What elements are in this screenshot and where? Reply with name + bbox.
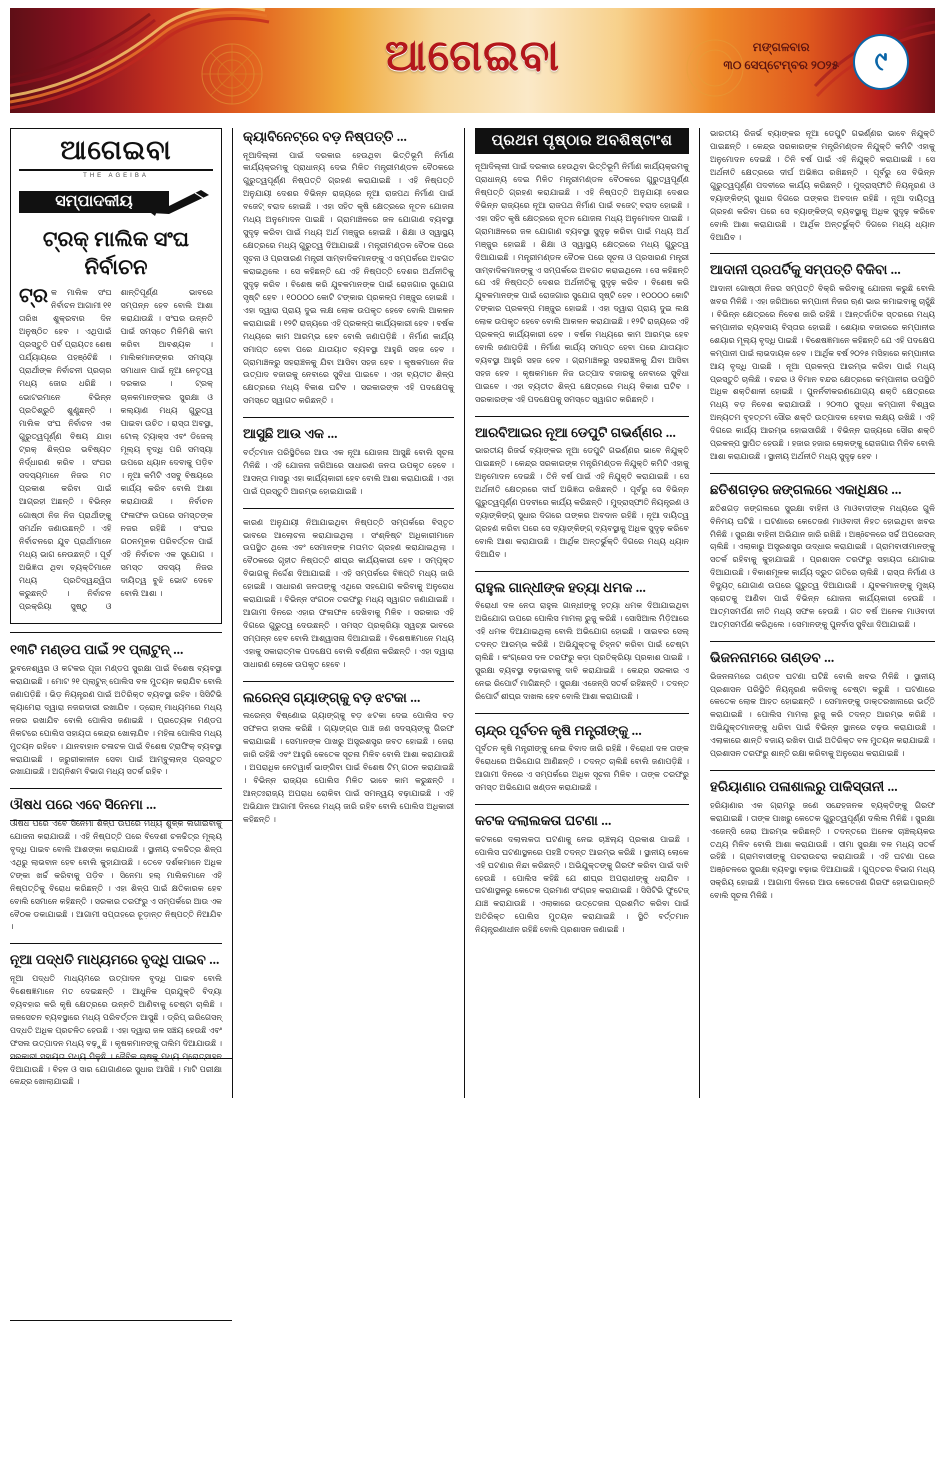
- editorial-dropcap: ଟ୍ର: [19, 284, 49, 307]
- article-rbi-deputy[interactable]: [475, 424, 689, 562]
- article-krushi-mantri[interactable]: [475, 722, 689, 795]
- article-headline: କ୍ୟାବିନେଟ୍‌ରେ ବଡ଼ ନିଷ୍ପତ୍ତି ...: [243, 129, 407, 144]
- divider: [710, 473, 935, 474]
- article-body: ଛତିଶଗଡ଼ ଜଙ୍ଗଲରେ ସୁରକ୍ଷା ବାହିନୀ ଓ ମାଓବାଦୀଙ୍କ ମଧ୍ୟରେ ଗୁଳି ବିନିମୟ ଘଟିଛି । ଘଟଣାରେ କେତେଜଣ ମାଓବାଦୀ ନିହତ ହୋଇଥିବା ଖବର ମିଳିଛି । ସୁରକ୍ଷା ବାହିନୀ ଅଭିଯାନ ଜାରି ରଖିଛି । ଅଞ୍ôଚଳରେ ସର୍ଚ୍ଚ ଅପରେସନ୍ ଚାଲିଛି । ଏଲାକାରୁ ଅସ୍ତ୍ରଶସ୍ତ୍ର ଉଦ୍ଧାର କରାଯାଇଛି । ଗ୍ରାମବାସୀମାନଙ୍କୁ ସତର୍କ ରହିବାକୁ କୁହାଯାଇଛି । ପ୍ରଶାସନ ତରଫରୁ ସହାୟତା ଯୋଗାଇ ଦିଆଯାଉଛି । ବିକାଶମୂଳକ କାର୍ଯ୍ୟ ଦ୍ରୁତ ଗତିରେ ଚାଲିଛି । ରାସ୍ତା ନିର୍ମାଣ ଓ ବିଦ୍ୟୁତ୍ ଯୋଗାଣ ଉପରେ ଗୁରୁତ୍ୱ ଦିଆଯାଉଛି । ଯୁବକମାନଙ୍କୁ ମୁଖ୍ୟ ସ୍ରୋତକୁ ଆଣିବା ପାଇଁ ବିଭିନ୍ନ ଯୋଜନା କାର୍ଯ୍ୟକାରୀ ହେଉଛି । ଆତ୍ମସମର୍ପଣ ନୀତି ମଧ୍ୟ ସଫଳ ହେଉଛି । ଗତ ବର୍ଷ ଅନେକ ମାଓବାଦୀ ଆତ୍ମସମର୍ପଣ କରିଥିଲେ । ସେମାନଙ୍କୁ ପୁନର୍ବାସ ସୁବିଧା ଦିଆଯାଇଛି ।: [710, 503, 935, 630]
- issue-date-text: ୩୦ ସେପ୍ଟେମ୍ବର ୨୦୨୫: [723, 58, 839, 72]
- article-kapi-netre[interactable]: [243, 128, 454, 408]
- divider: [710, 641, 935, 642]
- article-headline: ଆଦାନୀ ପ୍ରପର୍ଟିକୁ ସମ୍ପତ୍ତି ବିକିବା ...: [710, 262, 901, 278]
- article-body: ଭାରତୀୟ ରିଜର୍ଭ ବ୍ୟାଙ୍କର ନୂଆ ଡେପୁଟି ଗଭର୍ଣ୍ଣର ଭାବେ ନିଯୁକ୍ତି ପାଇଛନ୍ତି । କେନ୍ଦ୍ର ସରକାରଙ୍କ ମନ୍ତ୍ରିମଣ୍ଡଳ ନିଯୁକ୍ତି କମିଟି ଏହାକୁ ଅନୁମୋଦନ ଦେଇଛି । ତିନି ବର୍ଷ ପାଇଁ ଏହି ନିଯୁକ୍ତି କରାଯାଇଛି । ସେ ଅର୍ଥନୀତି କ୍ଷେତ୍ରରେ ଦୀର୍ଘ ଅଭିଜ୍ଞତା ରଖିଛନ୍ତି । ପୂର୍ବରୁ ସେ ବିଭିନ୍ନ ଗୁରୁତ୍ୱପୂର୍ଣ୍ଣ ପଦବୀରେ କାର୍ଯ୍ୟ କରିଛନ୍ତି । ମୁଦ୍ରାସ୍ଫୀତି ନିୟନ୍ତ୍ରଣ ଓ ବ୍ୟାଙ୍କିଙ୍ଗ୍ ସୁଧାର ଦିଗରେ ତାଙ୍କର ଅବଦାନ ରହିଛି । ନୂଆ ଦାୟିତ୍ୱ ଗ୍ରହଣ କରିବା ପରେ ସେ ବ୍ୟାଙ୍କିଙ୍ଗ୍ ବ୍ୟବସ୍ଥାକୁ ଅଧିକ ସୁଦୃଢ଼ କରିବେ ବୋଲି ଆଶା କରାଯାଉଛି । ଆର୍ଥିକ ଅନ୍ତର୍ଭୁକ୍ତି ଦିଗରେ ମଧ୍ୟ ଧ୍ୟାନ ଦିଆଯିବ ।: [475, 446, 689, 559]
- divider: [710, 253, 935, 254]
- divider: [10, 943, 222, 944]
- issue-date: [723, 38, 839, 74]
- editorial-title-line2: ନିର୍ବାଚନ: [84, 255, 148, 280]
- article-headline: ଭିଜନନାମରେ ତାଣ୍ଡବ ...: [710, 650, 835, 666]
- section-divider: [10, 1320, 232, 1321]
- article-body: ଆଦାନୀ ଗୋଷ୍ଠୀ ନିଜର ସମ୍ପତ୍ତି ବିକ୍ରି କରିବାକୁ ଯୋଜନା କରୁଛି ବୋଲି ଖବର ମିଳିଛି । ଏହା ଜରିଆରେ କମ୍ପାନୀ ନିଜର ଋଣ ଭାର କମାଇବାକୁ ଚାହୁଁଛି । ବିଭିନ୍ନ କ୍ଷେତ୍ରରେ ନିବେଶ ଜାରି ରହିଛି । ଆନ୍ତର୍ଜାତିକ ସ୍ତରରେ ମଧ୍ୟ କମ୍ପାନୀର ବ୍ୟବସାୟ ବିସ୍ତାର ହୋଇଛି । ଶେୟାର ବଜାରରେ କମ୍ପାନୀର ଶେୟାର ମୂଲ୍ୟ ବୃଦ୍ଧି ପାଇଛି । ବିଶେଷଜ୍ଞମାନେ କହିଛନ୍ତି ଯେ ଏହି ପଦକ୍ଷେପ କମ୍ପାନୀ ପାଇଁ ଲାଭଦାୟକ ହେବ । ଆର୍ଥିକ ବର୍ଷ ୨୦୨୫ ମସିହାରେ କମ୍ପାନୀର ଆୟ ବୃଦ୍ଧି ପାଇଛି । ନୂଆ ପ୍ରକଳ୍ପ ଆରମ୍ଭ କରିବା ପାଇଁ ମଧ୍ୟ ପ୍ରସ୍ତୁତି ଚାଲିଛି । ବନ୍ଦର ଓ ବିମାନ ବନ୍ଦର କ୍ଷେତ୍ରରେ କମ୍ପାନୀର ଉପସ୍ଥିତି ଅଧିକ ଶକ୍ତିଶାଳୀ ହୋଇଛି । ପୁନର୍ନବୀକରଣଯୋଗ୍ୟ ଶକ୍ତି କ୍ଷେତ୍ରରେ ମଧ୍ୟ ବଡ଼ ନିବେଶ କରାଯାଉଛି । ୨୦୩୦ ସୁଦ୍ଧା କମ୍ପାନୀ ବିଶ୍ୱର ଅନ୍ୟତମ ବୃହତ୍ତମ ସୌର ଶକ୍ତି ଉତ୍ପାଦକ ହେବାର ଲକ୍ଷ୍ୟ ରଖିଛି । ଏହି ଦିଗରେ କାର୍ଯ୍ୟ ଆରମ୍ଭ ହୋଇସାରିଛି । ବିଭିନ୍ନ ରାଜ୍ୟରେ ସୌର ଶକ୍ତି ପ୍ରକଳ୍ପ ସ୍ଥାପିତ ହେଉଛି । ହଜାର ହଜାର ଲୋକଙ୍କୁ ରୋଜଗାର ମିଳିବ ବୋଲି ଆଶା କରାଯାଉଛି । ସ୍ଥାନୀୟ ଅର୍ଥନୀତି ମଧ୍ୟ ସୁଦୃଢ଼ ହେବ ।: [710, 283, 935, 462]
- article-body: ବର୍ତ୍ତମାନ ପରିସ୍ଥିତିରେ ଆଉ ଏକ ନୂଆ ଯୋଜନା ଆସୁଛି ବୋଲି ସୂଚନା ମିଳିଛି । ଏହି ଯୋଜନା ଜରିଆରେ ସାଧାରଣ ଜନତା ଉପକୃତ ହେବେ । ଆସନ୍ତା ମାସରୁ ଏହା କାର୍ଯ୍ୟକାରୀ ହେବ ବୋଲି ଆଶା କରାଯାଉଛି । ଏହା ପାଇଁ ପ୍ରସ୍ତୁତି ଆରମ୍ଭ ହୋଇଯାଇଛି ।: [243, 447, 454, 496]
- article-headline: ନୂଆ ପଦ୍ଧତି ମାଧ୍ୟମରେ ବୃଦ୍ଧି ପାଇବ ...: [10, 952, 220, 968]
- article-chhattisgarh[interactable]: [710, 481, 935, 632]
- article-body: ଔଷଧ ପରେ ଏବେ ସିନେମା ଶିଳ୍ପ ଉପରେ ମଧ୍ୟ ଶୁଳ୍କ ଲଗାଇବାକୁ ଯୋଜନା କରାଯାଉଛି । ଏହି ନିଷ୍ପତ୍ତି ପରେ ବିଦେଶୀ ଚଳଚ୍ଚିତ୍ର ମୂଲ୍ୟ ବୃଦ୍ଧି ପାଇବ ବୋଲି ଆଶଙ୍କା କରାଯାଉଛି । ସ୍ଥାନୀୟ ଚଳଚ୍ଚିତ୍ର ଶିଳ୍ପ ଏଥିରୁ ଲାଭବାନ ହେବ ବୋଲି କୁହାଯାଉଛି । ତେବେ ଦର୍ଶକମାନେ ଅଧିକ ଟଙ୍କା ଖର୍ଚ୍ଚ କରିବାକୁ ପଡ଼ିବ । ସିନେମା ହଲ୍ ମାଲିକମାନେ ଏହି ନିଷ୍ପତ୍ତିକୁ ବିରୋଧ କରିଛନ୍ତି । ଏହା ଶିଳ୍ପ ପାଇଁ କ୍ଷତିକାରକ ହେବ ବୋଲି ସେମାନେ କହିଛନ୍ତି । ସରକାର ତରଫରୁ ଏ ସମ୍ପର୍କରେ ଆଉ ଏକ ବୈଠକ ଡକାଯାଇଛି । ଆଗାମୀ ସପ୍ତାହରେ ଚୂଡ଼ାନ୍ତ ନିଷ୍ପତ୍ତି ନିଆଯିବ ।: [10, 818, 222, 932]
- article-asuchi-aau[interactable]: [243, 425, 454, 498]
- divider: [243, 508, 454, 509]
- editorial-band-label: ସମ୍ପାଦକୀୟ: [19, 191, 169, 213]
- article-ousadha[interactable]: [10, 796, 222, 934]
- section-divider: [10, 1058, 232, 1059]
- article-body: ବିରୋଧୀ ଦଳ ନେତା ରାହୁଲ ଗାନ୍ଧୀଙ୍କୁ ହତ୍ୟା ଧମକ ଦିଆଯାଇଥିବା ଅଭିଯୋଗ ଉପରେ ପୋଲିସ ମାମଲା ରୁଜୁ କରିଛି । ସୋସିଆଲ ମିଡ଼ିଆରେ ଏହି ଧମକ ଦିଆଯାଇଥିଲା ବୋଲି ଅଭିଯୋଗ ହୋଇଛି । ସାଇବର ସେଲ୍ ତଦନ୍ତ ଆରମ୍ଭ କରିଛି । ଅଭିଯୁକ୍ତକୁ ଚିହ୍ନଟ କରିବା ପାଇଁ ଚେଷ୍ଟା ଚାଲିଛି । କଂଗ୍ରେସ ଦଳ ତରଫରୁ କଡ଼ା ପ୍ରତିକ୍ରିୟା ପ୍ରକାଶ ପାଇଛି । ସୁରକ୍ଷା ବ୍ୟବସ୍ଥା ବଢ଼ାଇବାକୁ ଦାବି କରାଯାଇଛି । କେନ୍ଦ୍ର ସରକାର ଏ ନେଇ ରିପୋର୍ଟ ମାଗିଛନ୍ତି । ସୁରକ୍ଷା ଏଜେନ୍ସି ସତର୍କ ରହିଛନ୍ତି । ତଦନ୍ତ ରିପୋର୍ଟ ଶୀଘ୍ର ଦାଖଲ ହେବ ବୋଲି ଆଶା କରାଯାଉଛି ।: [475, 601, 689, 701]
- article-body: ନୂଆଦିଲ୍ଲୀ ପାଇଁ ଦରକାର ହେଉଥିବା ଭିତ୍ତିଭୂମି ନିର୍ମାଣ କାର୍ଯ୍ୟକ୍ରମକୁ ପ୍ରାଧାନ୍ୟ ଦେଇ ମିଳିତ ମନ୍ତ୍ରୀମଣ୍ଡଳ ବୈଠକରେ ଗୁରୁତ୍ୱପୂର୍ଣ୍ଣ ନିଷ୍ପତ୍ତି ଗ୍ରହଣ କରାଯାଇଛି । ଏହି ନିଷ୍ପତ୍ତି ଅନୁଯାୟୀ ଦେଶର ବିଭିନ୍ନ ରାଜ୍ୟରେ ନୂଆ ରାଜପଥ ନିର୍ମାଣ ପାଇଁ ବଜେଟ୍ ବରାଦ ହୋଇଛି । ଏହା ସହିତ କୃଷି କ୍ଷେତ୍ରରେ ନୂତନ ଯୋଜନା ମଧ୍ୟ ଅନୁମୋଦନ ପାଇଛି । ଗ୍ରାମାଞ୍ଚଳରେ ଜଳ ଯୋଗାଣ ବ୍ୟବସ୍ଥା ସୁଦୃଢ଼ କରିବା ପାଇଁ ମଧ୍ୟ ଅର୍ଥ ମଞ୍ଜୁର ହୋଇଛି । ଶିକ୍ଷା ଓ ସ୍ୱାସ୍ଥ୍ୟ କ୍ଷେତ୍ରରେ ମଧ୍ୟ ଗୁରୁତ୍ୱ ଦିଆଯାଇଛି । ମନ୍ତ୍ରୀମଣ୍ଡଳ ବୈଠକ ପରେ ସୂଚନା ଓ ପ୍ରସାରଣ ମନ୍ତ୍ରୀ ସାମ୍ବାଦିକମାନଙ୍କୁ ଏ ସମ୍ପର୍କରେ ଅବଗତ କରାଇଥିଲେ । ସେ କହିଛନ୍ତି ଯେ ଏହି ନିଷ୍ପତ୍ତି ଦେଶର ଅର୍ଥନୀତିକୁ ସୁଦୃଢ଼ କରିବ । ବିଶେଷ କରି ଯୁବକମାନଙ୍କ ପାଇଁ ରୋଜଗାର ସୁଯୋଗ ସୃଷ୍ଟି ହେବ । ୧୦୦୦୦ କୋଟି ଟଙ୍କାର ପ୍ରକଳ୍ପ ମଞ୍ଜୁର ହୋଇଛି । ଏହା ଦ୍ୱାରା ପ୍ରାୟ ଦୁଇ ଲକ୍ଷ ଲୋକ ଉପକୃତ ହେବେ ବୋଲି ଆକଳନ କରାଯାଇଛି । ୧୨ଟି ରାଜ୍ୟରେ ଏହି ପ୍ରକଳ୍ପ କାର୍ଯ୍ୟକାରୀ ହେବ । ବର୍ଷକ ମଧ୍ୟରେ କାମ ଆରମ୍ଭ ହେବ ବୋଲି ଜଣାପଡ଼ିଛି । ନିର୍ମାଣ କାର୍ଯ୍ୟ ସମାପ୍ତ ହେବା ପରେ ଯାତାୟାତ ବ୍ୟବସ୍ଥା ଆହୁରି ସହଜ ହେବ । ଗ୍ରାମାଞ୍ଚଳରୁ ସହରାଞ୍ଚଳକୁ ଯିବା ଆସିବା ସହଜ ହେବ । କୃଷକମାନେ ନିଜ ଉତ୍ପାଦ ବଜାରକୁ ନେବାରେ ସୁବିଧା ପାଇବେ । ଏହା ବ୍ୟତୀତ ଶିଳ୍ପ କ୍ଷେତ୍ରରେ ମଧ୍ୟ ବିକାଶ ଘଟିବ । ସରକାରଙ୍କ ଏହି ପଦକ୍ଷେପକୁ ସମସ୍ତେ ସ୍ୱାଗତ କରିଛନ୍ତି ।: [243, 150, 454, 406]
- fountain-pen-icon: [149, 187, 213, 217]
- article-bhaiyan[interactable]: [710, 649, 935, 761]
- editorial-logo: ଆଗେଇବା: [19, 135, 213, 171]
- column-4: [699, 128, 935, 1098]
- section-divider: [10, 820, 232, 821]
- article-body: ଭାରତୀୟ ରିଜର୍ଭ ବ୍ୟାଙ୍କର ନୂଆ ଡେପୁଟି ଗଭର୍ଣ୍ଣର ଭାବେ ନିଯୁକ୍ତି ପାଇଛନ୍ତି । କେନ୍ଦ୍ର ସରକାରଙ୍କ ମନ୍ତ୍ରିମଣ୍ଡଳ ନିଯୁକ୍ତି କମିଟି ଏହାକୁ ଅନୁମୋଦନ ଦେଇଛି । ତିନି ବର୍ଷ ପାଇଁ ଏହି ନିଯୁକ୍ତି କରାଯାଇଛି । ସେ ଅର୍ଥନୀତି କ୍ଷେତ୍ରରେ ଦୀର୍ଘ ଅଭିଜ୍ଞତା ରଖିଛନ୍ତି । ପୂର୍ବରୁ ସେ ବିଭିନ୍ନ ଗୁରୁତ୍ୱପୂର୍ଣ୍ଣ ପଦବୀରେ କାର୍ଯ୍ୟ କରିଛନ୍ତି । ମୁଦ୍ରାସ୍ଫୀତି ନିୟନ୍ତ୍ରଣ ଓ ବ୍ୟାଙ୍କିଙ୍ଗ୍ ସୁଧାର ଦିଗରେ ତାଙ୍କର ଅବଦାନ ରହିଛି । ନୂଆ ଦାୟିତ୍ୱ ଗ୍ରହଣ କରିବା ପରେ ସେ ବ୍ୟାଙ୍କିଙ୍ଗ୍ ବ୍ୟବସ୍ଥାକୁ ଅଧିକ ସୁଦୃଢ଼ କରିବେ ବୋଲି ଆଶା କରାଯାଉଛି । ଆର୍ଥିକ ଅନ୍ତର୍ଭୁକ୍ତି ଦିଗରେ ମଧ୍ୟ ଧ୍ୟାନ ଦିଆଯିବ ।: [710, 129, 935, 242]
- article-nua-pankti[interactable]: [10, 951, 222, 1089]
- article-haryana[interactable]: [710, 778, 935, 903]
- divider: [475, 713, 689, 714]
- article-body: ନୂଆ ପଦ୍ଧତି ମାଧ୍ୟମରେ ଉତ୍ପାଦନ ବୃଦ୍ଧି ପାଇବ ବୋଲି ବିଶେଷଜ୍ଞମାନେ ମତ ଦେଇଛନ୍ତି । ଆଧୁନିକ ପ୍ରଯୁକ୍ତି ବିଦ୍ୟା ବ୍ୟବହାର କରି କୃଷି କ୍ଷେତ୍ରରେ ଉନ୍ନତି ଆଣିବାକୁ ଚେଷ୍ଟା ଚାଲିଛି । ଜଳସେଚନ ବ୍ୟବସ୍ଥାରେ ମଧ୍ୟ ପରିବର୍ତ୍ତନ ଆସୁଛି । ଡ୍ରିପ୍ ଇରିଗେସନ୍ ପଦ୍ଧତି ଅଧିକ ପ୍ରଚଳିତ ହେଉଛି । ଏହା ଦ୍ୱାରା ଜଳ ସଞ୍ଚୟ ହେଉଛି ଏବଂ ଫସଲ ଉତ୍ପାଦନ ମଧ୍ୟ ବଢ଼ୁଛି । କୃଷକମାନଙ୍କୁ ତାଲିମ ଦିଆଯାଉଛି । ସରକାରୀ ସହାୟତା ମଧ୍ୟ ମିଳୁଛି । ଜୈବିକ ଚାଷକୁ ମଧ୍ୟ ପ୍ରୋତ୍ସାହନ ଦିଆଯାଉଛି । ବିହନ ଓ ସାର ଯୋଗାଣରେ ସୁଧାର ଆସିଛି । ମାଟି ପରୀକ୍ଷା କେନ୍ଦ୍ର ଖୋଲାଯାଇଛି ।: [10, 973, 222, 1087]
- page-number-badge: [853, 34, 909, 90]
- article-headline: ରାହୁଲ ଗାନ୍ଧୀଙ୍କ ହତ୍ୟା ଧମକ ...: [475, 579, 646, 595]
- divider: [243, 417, 454, 418]
- article-adani[interactable]: [710, 261, 935, 464]
- editorial-band: [19, 187, 213, 217]
- article-headline: ଆସୁଛି ଆଉ ଏକ ...: [243, 426, 338, 442]
- article-top-continuation[interactable]: [710, 128, 935, 244]
- column-2: [232, 128, 464, 1098]
- section-banner: ପ୍ରଥମ ପୃଷ୍ଠାର ଅବଶିଷ୍ଟାଂଶ: [475, 128, 689, 154]
- article-body: ଭୁବନେଶ୍ୱର ଓ କଟକର ପୂଜା ମଣ୍ଡପ ସୁରକ୍ଷା ପାଇଁ ବିଶେଷ ବ୍ୟବସ୍ଥା କରାଯାଇଛି । ମୋଟ ୨୧ ପ୍ଲାଟୁନ୍ ପୋଲିସ ବଳ ମୁତୟନ କରାଯିବ ବୋଲି ଜଣାପଡ଼ିଛି । ଭିଡ଼ ନିୟନ୍ତ୍ରଣ ପାଇଁ ଅତିରିକ୍ତ ବ୍ୟବସ୍ଥା ରହିବ । ସିସିଟିଭି କ୍ୟାମେରା ଦ୍ୱାରା ନଜରଦାରୀ ରଖାଯିବ । ଡ୍ରୋନ୍ ମାଧ୍ୟମରେ ମଧ୍ୟ ନଜର ରଖାଯିବ ବୋଲି ପୋଲିସ ଜଣାଇଛି । ପ୍ରତ୍ୟେକ ମଣ୍ଡପ ନିକଟରେ ପୋଲିସ ସହାୟତା କେନ୍ଦ୍ର ଖୋଲାଯିବ । ମହିଳା ପୋଲିସ ମଧ୍ୟ ମୁତୟନ ରହିବେ । ଯାନବାହାନ ଚଳାଚଳ ପାଇଁ ବିଶେଷ ଟ୍ରାଫିକ୍ ବ୍ୟବସ୍ଥା କରାଯାଇଛି । ଜରୁରୀକାଳୀନ ସେବା ପାଇଁ ଆମ୍ବୁଲାନ୍ସ ପ୍ରସ୍ତୁତ ରଖାଯାଇଛି । ଅଗ୍ନିଶମ ବିଭାଗ ମଧ୍ୟ ସତର୍କ ରହିବ ।: [10, 663, 222, 777]
- article-col2-continuation[interactable]: [243, 517, 454, 672]
- article-lorenz[interactable]: [243, 689, 454, 827]
- article-headline: ଛତିଶଗଡ଼ର ଜଙ୍ଗଲରେ ଏକାଧିକ୍ଷର ...: [710, 482, 902, 498]
- article-front-page-continuation[interactable]: [475, 161, 689, 407]
- editorial-body-text: କ ମାଲିକ ସଂଘ ନିର୍ବାଚନ ଆଗାମୀ ୧୧ ତାରିଖ ଶୁକ୍ରବାର ଦିନ ଅନୁଷ୍ଠିତ ହେବ । ଏଥିପାଇଁ ପ୍ରସ୍ତୁତି ପର୍ବ ପ୍ରାୟତଃ ଶେଷ ପର୍ଯ୍ୟାୟରେ ପହଞ୍ôଚିଛି । ପ୍ରାର୍ଥୀଙ୍କ ନିର୍ବାଚନୀ ପ୍ରଚାର ମଧ୍ୟ ଜୋର ଧରିଛି । ଭୋଟରମାନେ ବିଭିନ୍ନ ପ୍ରତିଶ୍ରୁତି ଶୁଣୁଛନ୍ତି । ମାଲିକ ସଂଘ ନିର୍ବାଚନ ଏକ ଗୁରୁତ୍ୱପୂର୍ଣ୍ଣ ବିଷୟ ଯାହା ଟ୍ରକ୍ ଶିଳ୍ପର ଭବିଷ୍ୟତ ନିର୍ଦ୍ଧାରଣ କରିବ । ସଂଘର ସଦସ୍ୟମାନେ ନିଜର ମତ ପ୍ରକାଶ କରିବା ପାଇଁ ଆଗ୍ରହୀ ଅଛନ୍ତି । ବିଭିନ୍ନ ଗୋଷ୍ଠୀ ନିଜ ନିଜ ପ୍ରାର୍ଥୀଙ୍କୁ ସମର୍ଥନ ଜଣାଉଛନ୍ତି । ଏହି ନିର୍ବାଚନରେ ଯୁବ ପ୍ରାର୍ଥୀମାନେ ମଧ୍ୟ ଭାଗ ନେଉଛନ୍ତି । ପୂର୍ବ ଅଭିଜ୍ଞତା ଥିବା ବ୍ୟକ୍ତିମାନେ ମଧ୍ୟ ପ୍ରତିଦ୍ୱନ୍ଦ୍ୱିତା କରୁଛନ୍ତି । ନିର୍ବାଚନ ପ୍ରକ୍ରିୟା ସୁଷ୍ଠୁ ଓ ଶାନ୍ତିପୂର୍ଣ୍ଣ ଭାବରେ ସମ୍ପନ୍ନ ହେବ ବୋଲି ଆଶା କରାଯାଉଛି । ସଂଘର ଉନ୍ନତି ପାଇଁ ସମସ୍ତେ ମିଳିମିଶି କାମ କରିବା ଆବଶ୍ୟକ । ମାଲିକମାନଙ୍କର ସମସ୍ୟା ସମାଧାନ ପାଇଁ ନୂଆ ନେତୃତ୍ୱ ଦରକାର । ଟ୍ରକ୍ ଚାଳକମାନଙ୍କର ସୁରକ୍ଷା ଓ କଲ୍ୟାଣ ମଧ୍ୟ ଗୁରୁତ୍ୱ ପାଇବା ଉଚିତ । ରାସ୍ତା ଅବସ୍ଥା, ଟୋଲ୍ ଟ୍ୟାକ୍ସ ଏବଂ ଡିଜେଲ୍ ମୂଲ୍ୟ ବୃଦ୍ଧି ପରି ସମସ୍ୟା ଉପରେ ଧ୍ୟାନ ଦେବାକୁ ପଡ଼ିବ । ନୂଆ କମିଟି ଏସବୁ ବିଷୟରେ କାର୍ଯ୍ୟ କରିବ ବୋଲି ଆଶା କରାଯାଉଛି । ନିର୍ବାଚନ ଫଳାଫଳ ଉପରେ ସମସ୍ତଙ୍କ ନଜର ରହିଛି । ସଂଘର ଗଠନମୂଳକ ପରିବର୍ତ୍ତନ ପାଇଁ ଏହି ନିର୍ବାଚନ ଏକ ସୁଯୋଗ । ସମସ୍ତ ସଦସ୍ୟ ନିଜର ଦାୟିତ୍ୱ ବୁଝି ଭୋଟ ଦେବେ ବୋଲି ଆଶା ।: [19, 287, 213, 612]
- article-headline: ହରିୟାଣାର ପଳାଶାଲରୁ ପାକିସ୍ତାନୀ ...: [710, 779, 898, 795]
- divider: [475, 416, 689, 417]
- article-headline: ଆରବିଆଇର ନୂଆ ଡେପୁଟି ଗଭର୍ଣ୍ଣର ...: [475, 424, 676, 440]
- article-body: ପୂର୍ବତନ କୃଷି ମନ୍ତ୍ରୀଙ୍କୁ ନେଇ ବିବାଦ ଜାରି ରହିଛି । ବିରୋଧୀ ଦଳ ତାଙ୍କ ବିରୋଧରେ ଅଭିଯୋଗ ଆଣିଛନ୍ତି । ତଦନ୍ତ ଚାଲିଛି ବୋଲି ଜଣାପଡ଼ିଛି । ଆଗାମୀ ଦିନରେ ଏ ସମ୍ପର୍କରେ ଅଧିକ ସୂଚନା ମିଳିବ । ତାଙ୍କ ତରଫରୁ ସମସ୍ତ ଅଭିଯୋଗ ଖଣ୍ଡନ କରାଯାଇଛି ।: [475, 744, 689, 793]
- newspaper-page: [0, 8, 945, 1458]
- article-mandap-pala[interactable]: [10, 641, 222, 779]
- divider: [710, 770, 935, 771]
- editorial-title: [19, 225, 213, 282]
- article-body: ହରିୟାଣାର ଏକ ଗ୍ରାମରୁ ଜଣେ ସନ୍ଦେହଜନକ ବ୍ୟକ୍ତିଙ୍କୁ ଗିରଫ କରାଯାଇଛି । ତାଙ୍କ ପାଖରୁ କେତେକ ଗୁରୁତ୍ୱପୂର୍ଣ୍ଣ ଦଲିଲ ମିଳିଛି । ସୁରକ୍ଷା ଏଜେନ୍ସି ଜେରା ଆରମ୍ଭ କରିଛନ୍ତି । ତଦନ୍ତରେ ଅନେକ ଚାଞ୍ଚଲ୍ୟକର ତଥ୍ୟ ମିଳିବ ବୋଲି ଆଶା କରାଯାଉଛି । ସୀମା ସୁରକ୍ଷା ବଳ ମଧ୍ୟ ସତର୍କ ରହିଛି । ଗ୍ରାମବାସୀଙ୍କୁ ପଚରାଉଚରା କରାଯାଉଛି । ଏହି ଘଟଣା ପରେ ଅଞ୍ôଚଳରେ ସୁରକ୍ଷା ବ୍ୟବସ୍ଥା ବଢ଼ାଇ ଦିଆଯାଇଛି । ଗୁପ୍ତଚର ବିଭାଗ ମଧ୍ୟ ସକ୍ରିୟ ହୋଇଛି । ଆଗାମୀ ଦିନରେ ଆଉ କେତେଜଣ ଗିରଫ ହୋଇପାରନ୍ତି ବୋଲି ସୂଚନା ମିଳିଛି ।: [710, 800, 935, 901]
- divider: [475, 804, 689, 805]
- divider: [475, 571, 689, 572]
- article-body: କଟକରେ ଦଲାଲକତା ଘଟଣାକୁ ନେଇ ଚାଞ୍ଚଲ୍ୟ ପ୍ରକାଶ ପାଇଛି । ପୋଲିସ ଘଟଣାସ୍ଥଳରେ ପହଞ୍ଚି ତଦନ୍ତ ଆରମ୍ଭ କରିଛି । ସ୍ଥାନୀୟ ଲୋକେ ଏହି ଘଟଣାର ନିନ୍ଦା କରିଛନ୍ତି । ଅଭିଯୁକ୍ତଙ୍କୁ ଗିରଫ କରିବା ପାଇଁ ଦାବି ହେଉଛି । ପୋଲିସ କହିଛି ଯେ ଶୀଘ୍ର ଅପରାଧୀଙ୍କୁ ଧରାଯିବ । ଘଟଣାସ୍ଥଳରୁ କେତେକ ପ୍ରମାଣ ସଂଗ୍ରହ କରାଯାଇଛି । ସିସିଟିଭି ଫୁଟେଜ୍ ଯାଞ୍ଚ କରାଯାଉଛି । ଏଲାକାରେ ଉତ୍ତେଜନା ପ୍ରଶମିତ କରିବା ପାଇଁ ଅତିରିକ୍ତ ପୋଲିସ ମୁତୟନ କରାଯାଇଛି । ସ୍ଥିତି ବର୍ତ୍ତମାନ ନିୟନ୍ତ୍ରଣାଧୀନ ରହିଛି ବୋଲି ପ୍ରଶାସନ ଜଣାଇଛି ।: [475, 834, 689, 935]
- issue-day: ମଙ୍ଗଳବାର: [752, 40, 810, 54]
- editorial-logo-subtitle: THE AGEIBA: [83, 173, 149, 179]
- editorial-box: [10, 128, 222, 624]
- column-3: [464, 128, 699, 1098]
- article-rahul[interactable]: [475, 579, 689, 704]
- article-headline: କଟକ ଦଲାଲକତା ଘଟଣା ...: [475, 813, 612, 829]
- article-body: ଭିଜନନାମରେ ତାଣ୍ଡବ ଘଟଣା ଘଟିଛି ବୋଲି ଖବର ମିଳିଛି । ସ୍ଥାନୀୟ ପ୍ରଶାସନ ପରିସ୍ଥିତି ନିୟନ୍ତ୍ରଣ କରିବାକୁ ଚେଷ୍ଟା କରୁଛି । ଘଟଣାରେ କେତେକ ଲୋକ ଆହତ ହୋଇଛନ୍ତି । ସେମାନଙ୍କୁ ଡାକ୍ତରଖାନାରେ ଭର୍ତ୍ତି କରାଯାଇଛି । ପୋଲିସ ମାମଲା ରୁଜୁ କରି ତଦନ୍ତ ଆରମ୍ଭ କରିଛି । ଅଭିଯୁକ୍ତମାନଙ୍କୁ ଧରିବା ପାଇଁ ବିଭିନ୍ନ ସ୍ଥାନରେ ଚଢ଼ଉ କରାଯାଉଛି । ଏଲାକାରେ ଶାନ୍ତି ବଜାୟ ରଖିବା ପାଇଁ ଅତିରିକ୍ତ ବଳ ମୁତୟନ କରାଯାଇଛି । ପ୍ରଶାସନ ତରଫରୁ ଶାନ୍ତି ରକ୍ଷା କରିବାକୁ ଅନୁରୋଧ କରାଯାଇଛି ।: [710, 671, 935, 759]
- editorial-title-line1: ଟ୍ରକ୍ ମାଲିକ ସଂଘ: [42, 227, 190, 251]
- article-headline: ଲରେନ୍ସ ଗ୍ୟାଙ୍ଗ୍‌କୁ ବଡ଼ ଝଟକା ...: [243, 689, 421, 705]
- page-content: [10, 128, 935, 1098]
- divider: [10, 788, 222, 789]
- article-body: ଲରେନ୍ସ ବିଷ୍ଣୋଇ ଗ୍ୟାଙ୍ଗ୍‌କୁ ବଡ଼ ଝଟକା ଦେଇ ପୋଲିସ ବଡ଼ ସଫଳତା ହାସଲ କରିଛି । ଗ୍ୟାଙ୍ଗ୍‌ର ପାଞ୍ଚ ଜଣ ସଦସ୍ୟଙ୍କୁ ଗିରଫ କରାଯାଇଛି । ସେମାନଙ୍କ ପାଖରୁ ଅସ୍ତ୍ରଶସ୍ତ୍ର ଜବତ ହୋଇଛି । ଜେରା ଜାରି ରହିଛି ଏବଂ ଆହୁରି କେତେକ ସୂଚନା ମିଳିବ ବୋଲି ଆଶା କରାଯାଉଛି । ଅପରାଧିକ ନେଟୱାର୍କ ଭାଙ୍ଗିବା ପାଇଁ ବିଶେଷ ଟିମ୍ ଗଠନ କରାଯାଇଛି । ବିଭିନ୍ନ ରାଜ୍ୟର ପୋଲିସ ମିଳିତ ଭାବେ କାମ କରୁଛନ୍ତି । ଆନ୍ତଃରାଜ୍ୟ ଅପରାଧ ରୋକିବା ପାଇଁ ସମନ୍ୱୟ ବଢ଼ାଯାଇଛି । ଏହି ଅଭିଯାନ ଆଗାମୀ ଦିନରେ ମଧ୍ୟ ଜାରି ରହିବ ବୋଲି ପୋଲିସ ଅଧିକାରୀ କହିଛନ୍ତି ।: [243, 711, 454, 824]
- column-grid: [10, 128, 935, 1098]
- editorial-body: [19, 286, 213, 614]
- article-headline: ଚାନ୍ଦ୍ର ପୂର୍ବତନ କୃଷି ମନ୍ତ୍ରୀଙ୍କୁ ...: [475, 722, 642, 738]
- article-body: ନୂଆଦିଲ୍ଲୀ ପାଇଁ ଦରକାର ହେଉଥିବା ଭିତ୍ତିଭୂମି ନିର୍ମାଣ କାର୍ଯ୍ୟକ୍ରମକୁ ପ୍ରାଧାନ୍ୟ ଦେଇ ମିଳିତ ମନ୍ତ୍ରୀମଣ୍ଡଳ ବୈଠକରେ ଗୁରୁତ୍ୱପୂର୍ଣ୍ଣ ନିଷ୍ପତ୍ତି ଗ୍ରହଣ କରାଯାଇଛି । ଏହି ନିଷ୍ପତ୍ତି ଅନୁଯାୟୀ ଦେଶର ବିଭିନ୍ନ ରାଜ୍ୟରେ ନୂଆ ରାଜପଥ ନିର୍ମାଣ ପାଇଁ ବଜେଟ୍ ବରାଦ ହୋଇଛି । ଏହା ସହିତ କୃଷି କ୍ଷେତ୍ରରେ ନୂତନ ଯୋଜନା ମଧ୍ୟ ଅନୁମୋଦନ ପାଇଛି । ଗ୍ରାମାଞ୍ଚଳରେ ଜଳ ଯୋଗାଣ ବ୍ୟବସ୍ଥା ସୁଦୃଢ଼ କରିବା ପାଇଁ ମଧ୍ୟ ଅର୍ଥ ମଞ୍ଜୁର ହୋଇଛି । ଶିକ୍ଷା ଓ ସ୍ୱାସ୍ଥ୍ୟ କ୍ଷେତ୍ରରେ ମଧ୍ୟ ଗୁରୁତ୍ୱ ଦିଆଯାଇଛି । ମନ୍ତ୍ରୀମଣ୍ଡଳ ବୈଠକ ପରେ ସୂଚନା ଓ ପ୍ରସାରଣ ମନ୍ତ୍ରୀ ସାମ୍ବାଦିକମାନଙ୍କୁ ଏ ସମ୍ପର୍କରେ ଅବଗତ କରାଇଥିଲେ । ସେ କହିଛନ୍ତି ଯେ ଏହି ନିଷ୍ପତ୍ତି ଦେଶର ଅର୍ଥନୀତିକୁ ସୁଦୃଢ଼ କରିବ । ବିଶେଷ କରି ଯୁବକମାନଙ୍କ ପାଇଁ ରୋଜଗାର ସୁଯୋଗ ସୃଷ୍ଟି ହେବ । ୧୦୦୦୦ କୋଟି ଟଙ୍କାର ପ୍ରକଳ୍ପ ମଞ୍ଜୁର ହୋଇଛି । ଏହା ଦ୍ୱାରା ପ୍ରାୟ ଦୁଇ ଲକ୍ଷ ଲୋକ ଉପକୃତ ହେବେ ବୋଲି ଆକଳନ କରାଯାଇଛି । ୧୨ଟି ରାଜ୍ୟରେ ଏହି ପ୍ରକଳ୍ପ କାର୍ଯ୍ୟକାରୀ ହେବ । ବର୍ଷକ ମଧ୍ୟରେ କାମ ଆରମ୍ଭ ହେବ ବୋଲି ଜଣାପଡ଼ିଛି । ନିର୍ମାଣ କାର୍ଯ୍ୟ ସମାପ୍ତ ହେବା ପରେ ଯାତାୟାତ ବ୍ୟବସ୍ଥା ଆହୁରି ସହଜ ହେବ । ଗ୍ରାମାଞ୍ଚଳରୁ ସହରାଞ୍ଚଳକୁ ଯିବା ଆସିବା ସହଜ ହେବ । କୃଷକମାନେ ନିଜ ଉତ୍ପାଦ ବଜାରକୁ ନେବାରେ ସୁବିଧା ପାଇବେ । ଏହା ବ୍ୟତୀତ ଶିଳ୍ପ କ୍ଷେତ୍ରରେ ମଧ୍ୟ ବିକାଶ ଘଟିବ । ସରକାରଙ୍କ ଏହି ପଦକ୍ଷେପକୁ ସମସ୍ତେ ସ୍ୱାଗତ କରିଛନ୍ତି ।: [475, 162, 689, 404]
- divider: [10, 632, 222, 633]
- newspaper-title-text: ଆଗେଇବା: [384, 33, 561, 80]
- masthead: [10, 8, 935, 113]
- column-1: [10, 128, 232, 1098]
- divider: [243, 681, 454, 682]
- article-headline: ୧୩ଟି ମଣ୍ଡପ ପାଇଁ ୨୧ ପ୍ଲାଟୁନ୍ ...: [10, 642, 184, 658]
- article-kathua[interactable]: [475, 812, 689, 937]
- article-headline: ଔଷଧ ପରେ ଏବେ ସିନେମା ...: [10, 797, 157, 813]
- page-number: ୯: [874, 46, 888, 76]
- article-body: କାରଣ ଅନୁଯାୟୀ ନିଆଯାଇଥିବା ନିଷ୍ପତ୍ତି ସମ୍ପର୍କରେ ବିସ୍ତୃତ ଭାବରେ ଆଲୋଚନା କରାଯାଇଥିଲା । ସଂଶ୍ଳିଷ୍ଟ ଅଧିକାରୀମାନେ ଉପସ୍ଥିତ ଥିଲେ ଏବଂ ସେମାନଙ୍କ ମତାମତ ଗ୍ରହଣ କରାଯାଇଥିଲା । ବୈଠକରେ ଗୃହୀତ ନିଷ୍ପତ୍ତି ଶୀଘ୍ର କାର୍ଯ୍ୟକାରୀ ହେବ । ସମ୍ପୃକ୍ତ ବିଭାଗକୁ ନିର୍ଦ୍ଦେଶ ଦିଆଯାଇଛି । ଏହି ସମ୍ପର୍କରେ ବିଜ୍ଞପ୍ତି ମଧ୍ୟ ଜାରି ହୋଇଛି । ସାଧାରଣ ଜନତାଙ୍କୁ ଏଥିରେ ସହଯୋଗ କରିବାକୁ ଅନୁରୋଧ କରାଯାଇଛି । ବିଭିନ୍ନ ସଂଗଠନ ତରଫରୁ ମଧ୍ୟ ସ୍ୱାଗତ ଜଣାଯାଇଛି । ଆଗାମୀ ଦିନରେ ଏହାର ଫଳାଫଳ ଦେଖିବାକୁ ମିଳିବ । ସରକାର ଏହି ଦିଗରେ ଗୁରୁତ୍ୱ ଦେଉଛନ୍ତି । ସମସ୍ତ ପ୍ରକ୍ରିୟା ସ୍ୱଚ୍ଛ ଭାବରେ ସମ୍ପନ୍ନ ହେବ ବୋଲି ଆଶ୍ୱାସନା ଦିଆଯାଇଛି । ବିଶେଷଜ୍ଞମାନେ ମଧ୍ୟ ଏହାକୁ ସକାରାତ୍ମକ ପଦକ୍ଷେପ ବୋଲି ବର୍ଣ୍ଣନା କରିଛନ୍ତି । ଏହା ଦ୍ୱାରା ସାଧାରଣ ଲୋକେ ଉପକୃତ ହେବେ ।: [243, 517, 454, 669]
